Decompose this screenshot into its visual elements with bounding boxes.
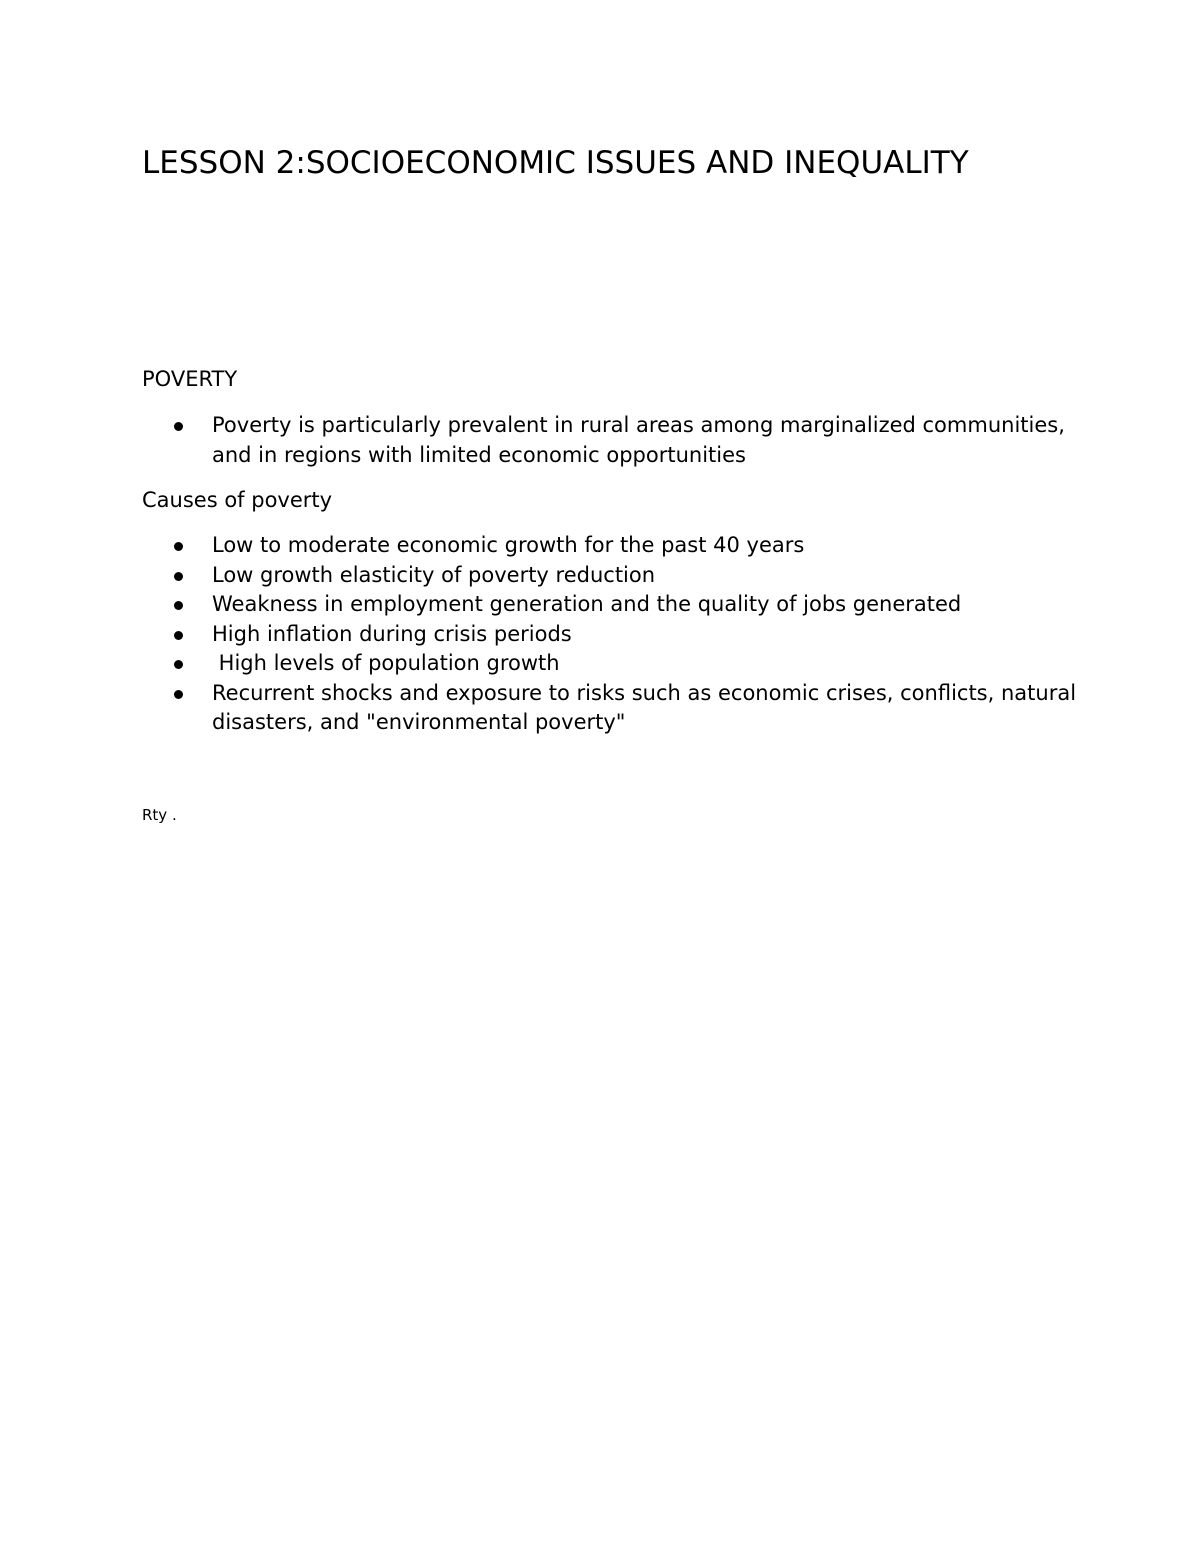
bullet-icon (174, 631, 183, 640)
list-item (142, 531, 1102, 561)
list-item-text: Low to moderate economic growth for the past 40 years (212, 533, 805, 557)
list-item-text: Poverty is particularly prevalent in rural areas among marginalized communities, and in regions with limited economic opportunities (212, 413, 1065, 467)
list-item-text: Recurrent shocks and exposure to risks such as economic crises, conflicts, natural disasters, and "environmental poverty" (212, 680, 1077, 734)
list-item (142, 590, 1102, 620)
list-item-text: Weakness in employment generation and the quality of jobs generated (212, 592, 962, 616)
bullet-icon (174, 542, 183, 551)
list-item-text: Low growth elasticity of poverty reduction (212, 562, 656, 587)
list-item (142, 411, 1102, 470)
causes-bullet-list (142, 531, 1102, 738)
bullet-icon (174, 601, 183, 610)
footer-note: Rty . (142, 806, 177, 824)
list-item (142, 649, 1102, 679)
list-item (142, 679, 1102, 738)
poverty-bullet-list (142, 411, 1102, 470)
list-item (142, 620, 1102, 650)
list-item-text: High inflation during crisis periods (212, 621, 572, 646)
bullet-icon (174, 572, 183, 581)
bullet-icon (174, 660, 183, 669)
document-title: LESSON 2:SOCIOECONOMIC ISSUES AND INEQUALITY (142, 145, 969, 181)
bullet-icon (174, 690, 183, 699)
bullet-icon (174, 422, 183, 431)
section-heading-causes: Causes of poverty (142, 488, 333, 512)
section-heading-poverty: POVERTY (142, 367, 238, 391)
list-item (142, 561, 1102, 591)
list-item-text: High levels of population growth (212, 651, 560, 675)
